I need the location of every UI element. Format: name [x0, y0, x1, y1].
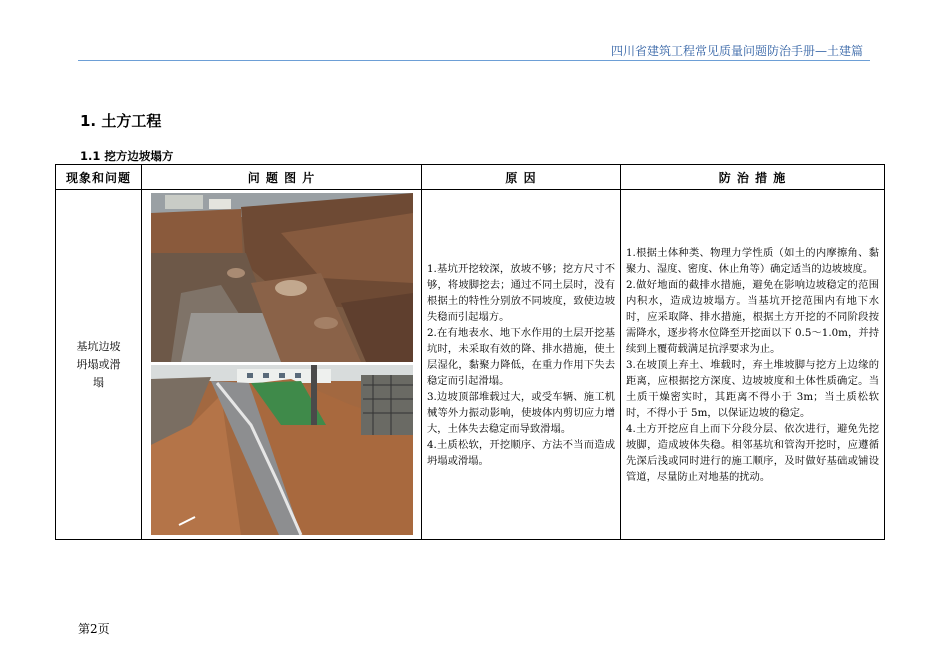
measures-cell: [621, 190, 885, 540]
cause-item: 1.基坑开挖较深，放坡不够；挖方尺寸不够，将坡脚挖去；通过不同土层时，没有根据土的特性分别放不同坡度，致使边坡失稳而引起塌方。: [427, 262, 615, 323]
table-header-row: [56, 165, 885, 190]
measure-item: 3.在坡顶上弃土、堆载时，弃土堆坡脚与挖方上边缘的距离，应根据挖方深度、边坡坡度和土体性质确定。当土质干燥密实时，其距离不得小于 3m；当土质松软时，不得小于 5m，以保证边坡的稳定。: [626, 358, 879, 419]
page-number: 第2页: [78, 622, 110, 636]
col-header-causes: 原 因: [422, 165, 621, 190]
causes-cell: [422, 190, 621, 540]
header-divider: [78, 60, 870, 61]
cause-item: 3.边坡顶部堆载过大，或受车辆、施工机械等外力振动影响，使坡体内剪切应力增大，土体失去稳定而导致滑塌。: [427, 390, 615, 435]
photos-cell: [142, 190, 422, 540]
col-header-photos: 问 题 图 片: [142, 165, 422, 190]
issue-cell: [56, 190, 142, 540]
col-header-issue: 现象和问题: [56, 165, 142, 190]
collapse-photo-2: [151, 365, 413, 535]
collapse-photo-1: [151, 193, 413, 362]
header-title: 四川省建筑工程常见质量问题防治手册—土建篇: [610, 44, 863, 58]
measure-item: 1.根据土体种类、物理力学性质（如土的内摩擦角、黏聚力、湿度、密度、休止角等）确定适当的边坡坡度。: [626, 246, 879, 275]
defects-table: [55, 164, 885, 540]
table-row: [56, 190, 885, 540]
section-subheading: 1.1 挖方边坡塌方: [80, 149, 174, 163]
cause-item: 4.土质松软，开挖顺序、方法不当而造成坍塌或滑塌。: [427, 438, 615, 467]
measure-item: 4.土方开挖应自上而下分段分层、依次进行，避免先挖坡脚，造成坡体失稳。相邻基坑和管沟开挖时，应遵循先深后浅或同时进行的施工顺序，及时做好基础或铺设管道，尽量防止对地基的扰动。: [626, 422, 879, 483]
col-header-measures: 防 治 措 施: [621, 165, 885, 190]
section-heading: 1. 土方工程: [80, 112, 162, 130]
measure-item: 2.做好地面的截排水措施，避免在影响边坡稳定的范围内积水，造成边坡塌方。当基坑开挖范围内有地下水时，应采取降、排水措施，根据土方开挖的不同阶段按需降水，逐步将水位降至开挖面以下 0.5～1.0m，并持续到上覆荷载满足抗浮要求为止。: [626, 278, 879, 355]
issue-text: 基坑边坡坍塌或滑塌: [76, 339, 121, 389]
cause-item: 2.在有地表水、地下水作用的土层开挖基坑时，未采取有效的降、排水措施，使土层湿化，黏聚力降低，在重力作用下失去稳定而引起滑塌。: [427, 326, 615, 387]
